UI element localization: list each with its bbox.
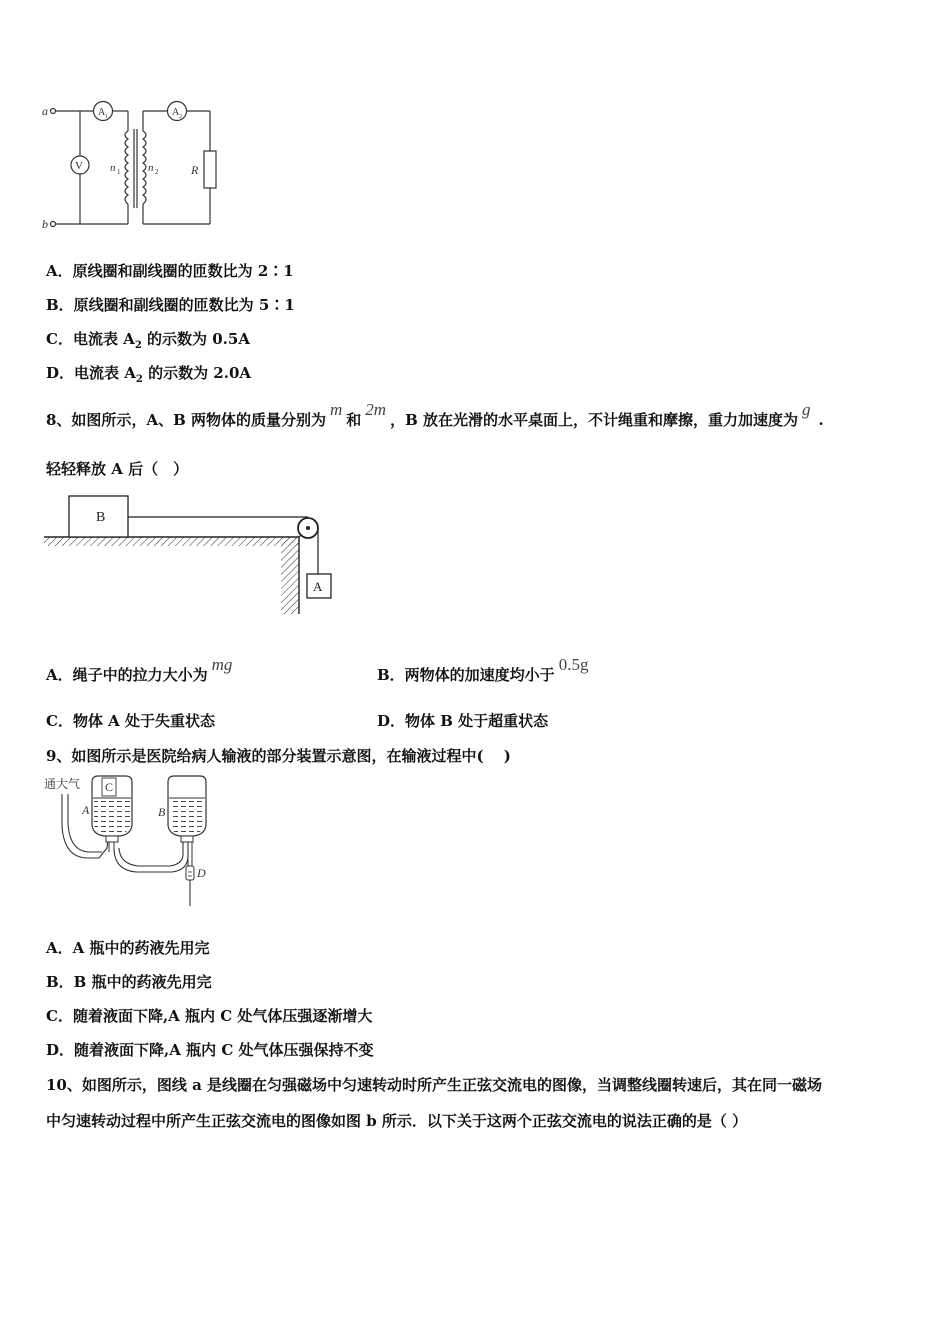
q10-stem-line1: 10、如图所示，图线 a 是线圈在匀强磁场中匀速转动时所产生正弦交流电的图像，当调整线圈转速后，其在同一磁场	[46, 1076, 823, 1094]
terminal-a-label: a	[42, 104, 48, 118]
q8-stem-end: .	[818, 411, 824, 429]
air-label: 通大气	[44, 777, 81, 791]
q8-stem-part1: 8、如图所示，A、B 两物体的质量分别为	[46, 411, 326, 429]
q8-option-d: D．物体 B 处于超重状态	[377, 712, 549, 730]
q7-option-a: A．原线圈和副线圈的匝数比为 2∶1	[46, 262, 294, 280]
q8-option-a	[46, 655, 236, 685]
q8-and: 和	[346, 411, 362, 429]
q10-stem-line2: 中匀速转动过程中所产生正弦交流电的图像如图 b 所示．以下关于这两个正弦交流电的说法正确的是（ ）	[46, 1112, 748, 1130]
q7-option-b: B．原线圈和副线圈的匝数比为 5∶1	[46, 296, 295, 314]
ammeter1-sub: 1	[105, 114, 108, 120]
q8-stem	[46, 400, 824, 430]
n2-sub: 2	[155, 168, 159, 176]
q9-option-d: D．随着液面下降,A 瓶内 C 处气体压强保持不变	[46, 1041, 374, 1059]
q8-option-b-math: 0.5g	[558, 655, 589, 674]
q8-gravity: g	[801, 400, 811, 419]
n1-label: n	[110, 162, 116, 174]
ammeter1-label: A	[98, 107, 106, 118]
point-d-label: D	[197, 866, 206, 880]
q7-option-d-prefix: D．电流表 A	[46, 364, 136, 382]
terminal-b-label: b	[42, 217, 48, 231]
resistor-label: R	[191, 163, 199, 177]
bottle-b-label: B	[158, 805, 166, 819]
infusion-figure	[44, 774, 224, 910]
q8-mass-b: 2m	[365, 400, 387, 419]
voltmeter-label: V	[75, 160, 83, 172]
q7-option-c-sub: 2	[134, 340, 142, 351]
q7-option-d-sub: 2	[135, 374, 143, 385]
q8-option-a-math: mg	[211, 655, 233, 674]
q8-option-a-text: A．绳子中的拉力大小为	[46, 666, 208, 684]
n1-sub: 1	[117, 168, 121, 176]
bottle-a-label: A	[82, 803, 90, 817]
q8-stem-part2: ，B 放在光滑的水平桌面上，不计绳重和摩擦，重力加速度为	[390, 411, 798, 429]
ammeter2-sub: 2	[179, 114, 182, 120]
q8-option-c: C．物体 A 处于失重状态	[46, 712, 216, 730]
block-a-label: A	[313, 579, 323, 594]
q7-option-d	[46, 363, 251, 390]
q7-option-c	[46, 329, 250, 356]
q9-option-a: A．A 瓶中的药液先用完	[46, 939, 210, 957]
q7-option-c-suffix: 的示数为 0.5A	[141, 330, 250, 348]
q9-stem: 9、如图所示是医院给病人输液的部分装置示意图，在输液过程中( )	[46, 747, 511, 765]
q8-option-b	[377, 655, 592, 685]
point-c-label: C	[105, 780, 114, 794]
q7-option-d-suffix: 的示数为 2.0A	[142, 364, 252, 382]
q8-stem-line2: 轻轻释放 A 后（ ）	[46, 460, 189, 478]
ammeter2-label: A	[172, 107, 180, 118]
n2-label: n	[148, 162, 154, 174]
block-b-label: B	[96, 510, 106, 525]
q8-mass-a: m	[329, 400, 343, 419]
q9-option-c: C．随着液面下降,A 瓶内 C 处气体压强逐渐增大	[46, 1007, 373, 1025]
q8-option-b-text: B．两物体的加速度均小于	[377, 666, 555, 684]
transformer-circuit-figure	[40, 96, 230, 236]
q7-option-c-prefix: C．电流表 A	[46, 330, 135, 348]
pulley-figure	[44, 493, 344, 618]
q9-option-b: B．B 瓶中的药液先用完	[46, 973, 212, 991]
